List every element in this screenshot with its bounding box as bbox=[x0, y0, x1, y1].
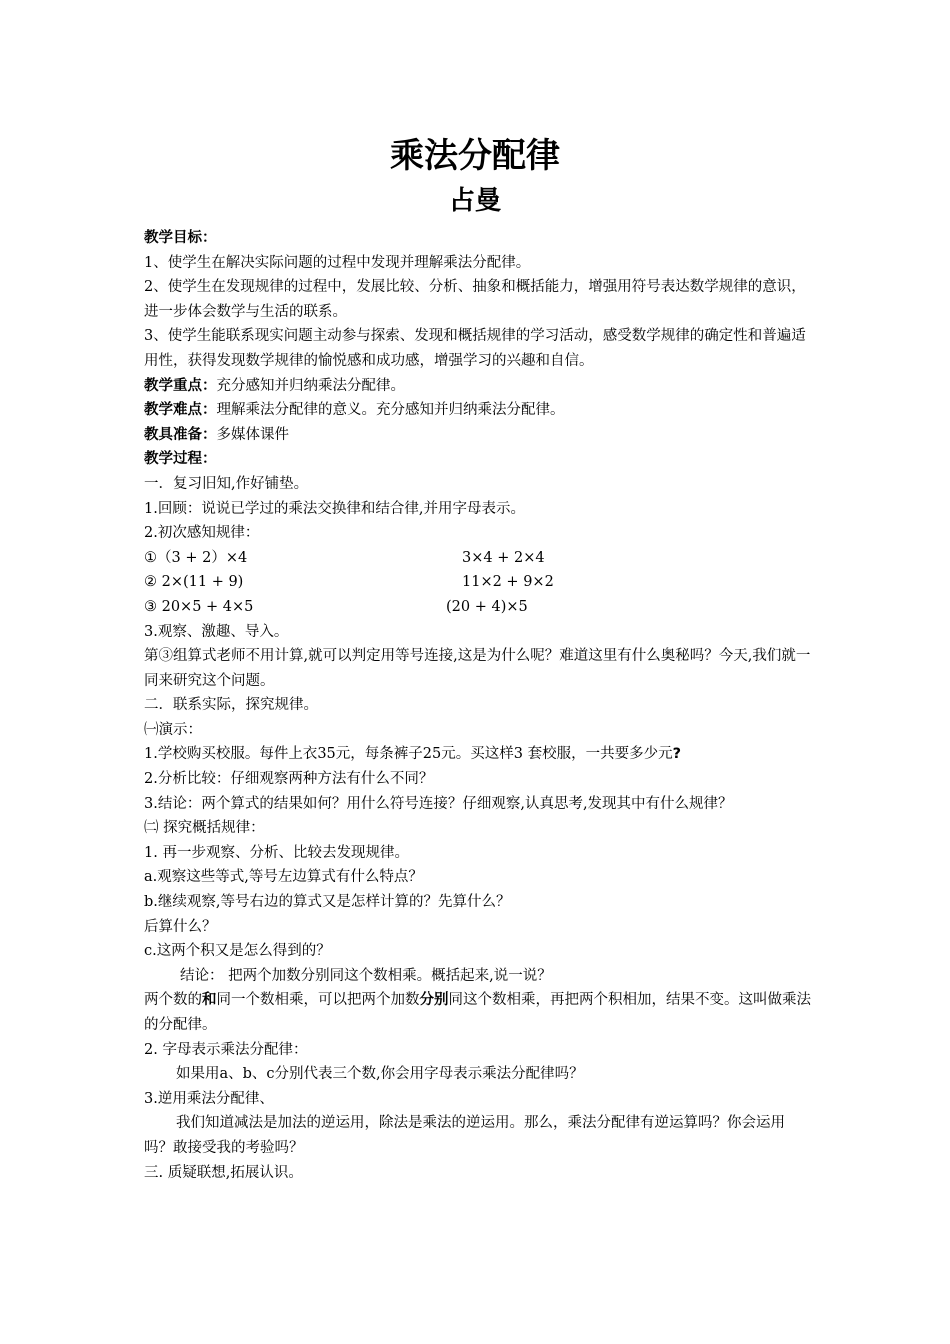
conclusion-line: 结论： 把两个加数分别同这个数相乘。概括起来,说一说？ bbox=[180, 967, 552, 984]
expression-right: 11×2 + 9×2 bbox=[462, 574, 554, 591]
goal-2: 2、使学生在发现规律的过程中，发展比较、分析、抽象和概括能力，增强用符号表达数学规律的意识，进一步体会数学与生活的联系。 bbox=[144, 279, 806, 320]
section-2-item-1 bbox=[144, 742, 812, 767]
law-text: 同一个数相乘，可以把两个加数 bbox=[216, 992, 420, 1009]
section-1-item-1: 1.回顾：说说已学过的乘法交换律和结合律,并用字母表示。 bbox=[144, 500, 525, 517]
expression-left: ③ 20×5 + 4×5 bbox=[144, 598, 254, 615]
document-body bbox=[144, 226, 812, 1185]
focus-text: 充分感知并归纳乘法分配律。 bbox=[216, 377, 405, 394]
goals-heading: 教学目标： bbox=[144, 230, 217, 246]
question-mark: ? bbox=[672, 746, 681, 763]
law-text: 两个数的 bbox=[144, 992, 202, 1009]
document-title: 乘法分配律 bbox=[390, 136, 560, 176]
law-emphasis: 分别 bbox=[419, 992, 449, 1009]
law-text: 同这个数相乘，再把两个积相加，结果不变。这叫做乘法的分配律。 bbox=[144, 992, 811, 1033]
distributive-law-definition bbox=[144, 988, 812, 1037]
section-1-paragraph: 第③组算式老师不用计算,就可以判定用等号连接,这是为什么呢？难道这里有什么奥秘吗？今天,我们就一同来研究这个问题。 bbox=[144, 648, 811, 689]
expression-left: ② 2×(11 + 9) bbox=[144, 574, 244, 591]
focus-label: 教学重点： bbox=[144, 377, 217, 394]
section-2-item-inverse: 3.逆用乘法分配律、 bbox=[144, 1090, 274, 1107]
section-2-item-2: 2.分析比较：仔细观察两种方法有什么不同？ bbox=[144, 771, 434, 788]
document-author: 占曼 bbox=[448, 186, 501, 216]
focus-line bbox=[144, 374, 812, 399]
section-1-item-3: 3.观察、激趣、导入。 bbox=[144, 623, 289, 640]
explore-item-1: 1. 再一步观察、分析、比较去发现规律。 bbox=[144, 844, 409, 861]
goal-1: 1、使学生在解决实际问题的过程中发现并理解乘法分配律。 bbox=[144, 254, 531, 271]
explore-item-c: c.这两个积又是怎么得到的？ bbox=[144, 943, 331, 960]
tools-label: 教具准备： bbox=[144, 426, 217, 443]
section-2-item-3: 3.结论：两个算式的结果如何？用什么符号连接？仔细观察,认真思考,发现其中有什么规律？ bbox=[144, 795, 733, 812]
goal-3: 3、使学生能联系现实问题主动参与探索、发现和概括规律的学习活动，感受数学规律的确定性和普遍适用性，获得发现数学规律的愉悦感和成功感，增强学习的兴趣和自信。 bbox=[144, 328, 806, 369]
section-3-heading: 三. 质疑联想,拓展认识。 bbox=[144, 1164, 303, 1181]
expression-right: 3×4 + 2×4 bbox=[462, 549, 545, 566]
explore-item-b-cont: 后算什么？ bbox=[144, 918, 217, 935]
section-2-sub-1: ㈠演示： bbox=[144, 721, 202, 738]
difficulty-line bbox=[144, 398, 812, 423]
explore-item-b: b.继续观察,等号右边的算式又是怎样计算的？先算什么？ bbox=[144, 894, 511, 911]
difficulty-label: 教学难点： bbox=[144, 402, 217, 419]
section-2-heading: 二．联系实际，探究规律。 bbox=[144, 697, 318, 714]
expression-left: ①（3 + 2）×4 bbox=[144, 549, 248, 566]
law-emphasis: 和 bbox=[202, 992, 217, 1009]
tools-text: 多媒体课件 bbox=[216, 426, 289, 443]
expression-right: (20 + 4)×5 bbox=[446, 598, 528, 615]
expression-row bbox=[144, 570, 812, 595]
section-2-item-letters: 2. 字母表示乘法分配律： bbox=[144, 1041, 308, 1058]
explore-item-a: a.观察这些等式,等号左边算式有什么特点？ bbox=[144, 869, 423, 886]
section-2-sub-2: ㈡ 探究概括规律： bbox=[144, 820, 265, 837]
tools-line bbox=[144, 423, 812, 448]
section-1-heading: 一．复习旧知,作好铺垫。 bbox=[144, 475, 309, 492]
expression-row bbox=[144, 595, 812, 620]
expression-row bbox=[144, 546, 812, 571]
difficulty-text: 理解乘法分配律的意义。充分感知并归纳乘法分配律。 bbox=[216, 402, 565, 419]
section-2-item-1-text: 1.学校购买校服。每件上衣35元，每条裤子25元。买这样3 套校服，一共要多少元 bbox=[144, 746, 673, 763]
letters-question: 如果用a、b、c分别代表三个数,你会用字母表示乘法分配律吗？ bbox=[176, 1066, 584, 1083]
section-1-item-2: 2.初次感知规律： bbox=[144, 525, 260, 542]
inverse-paragraph: 我们知道减法是加法的逆运用，除法是乘法的逆运用。那么，乘法分配律有逆运算吗？你会运用吗？敢接受我的考验吗？ bbox=[144, 1115, 785, 1156]
process-heading: 教学过程： bbox=[144, 451, 217, 468]
